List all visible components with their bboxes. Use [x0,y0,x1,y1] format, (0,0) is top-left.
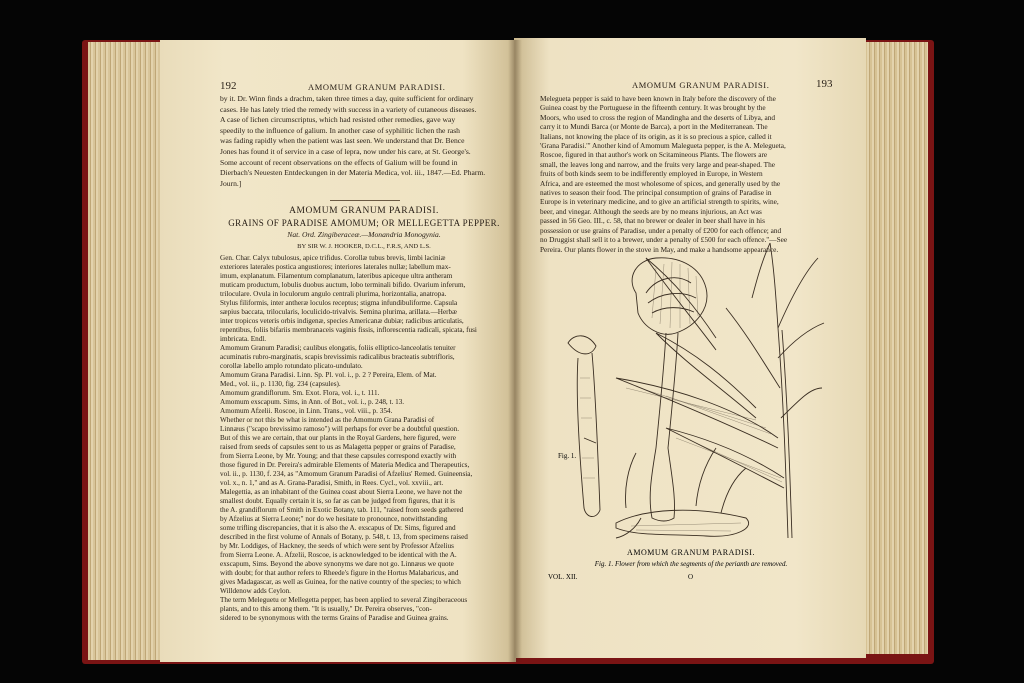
right-body-line: small, the leaves long and narrow, and the fruits very large and pear-shaped. The [540,159,775,169]
plate-caption: AMOMUM GRANUM PARADISI. [627,548,755,557]
left-intro-line: cases. He has lately tried the remedy with success in a variety of cutaneous diseases. [220,104,477,114]
left-body-line: corollæ labello amplo rotundato plicato-undulato. [220,362,363,370]
right-body-line: no Druggist shall sell it to a brewer, under a penalty of £500 for each offence."—See [540,235,788,245]
right-body-line: 'Grana Paradisi.'" Another kind of Amomum Malegueta pepper, is the A. Melegueta, [540,141,786,151]
right-page-edges [862,42,928,654]
left-page-number: 192 [220,80,237,92]
left-body-line: plants, and to this among them. "It is usually," Dr. Pereira observes, "con- [220,605,432,613]
left-body-line: Willdenow adds Ceylon. [220,587,291,595]
left-intro-line: Jones has found it of service in a case of lepra, now under his care, at St. George's. [220,146,471,156]
left-page [160,40,516,662]
left-intro-line: speedily to the influence of galium. In another case of syphilitic lichen the rash [220,125,460,135]
right-body-text [540,94,832,254]
left-body-line: muticam productum, lobulis duobus auctum, lobo terminali bifido. Ovarium inferum, [220,281,466,289]
left-body-line: vol. ii., p. 1130, f. 234, as "Amomum Granum Paradisi of Afzelius' Remed. Guineensia, [220,470,473,478]
right-body-line: Guinea coast by the Portuguese in the fifteenth century. It was brought by the [540,103,766,113]
right-body-line: Italians, not knowing the place of its origin, as it is so precious a spice, called it [540,131,772,141]
left-body-line: The term Meleguetu or Mellegetta pepper, has been applied to several Zingiberaceous [220,596,468,604]
left-body-line: exscapum, Sims. Beyond the above synonyms we dare not go. Linnæus we quote [220,560,454,568]
left-body-line: sidered to be synonymous with the terms Grains of Paradise and Guinea grains. [220,614,449,622]
left-body-line: described in the first volume of Annals of Botany, p. 548, t. 13, from specimens raised [220,533,468,541]
right-body-line: passed in 56 Geo. III., c. 58, that no brewer or dealer in beer shall have in his [540,216,765,226]
right-body-line: Pereira. Our plants flower in the stove in May, and make a handsome appearance. [540,244,779,254]
figure-label: Fig. 1. [558,452,577,460]
left-body-line: from Sierra Leone, by Mr. Young; and that these capsules correspond exactly with [220,452,457,460]
botanical-illustration [556,238,826,548]
left-body-text [220,254,510,623]
left-body-line: Amomum exscapum. Sims, in Ann. of Bot., vol. i., p. 248, t. 13. [220,398,405,406]
right-body-line: Europe is in veterinary medicine, and to give an artificial strength to spirits, wine, [540,197,779,207]
left-body-line: Amomum Afzelii. Roscoe, in Linn. Trans., vol. viii., p. 354. [220,407,393,415]
left-intro-line: A case of lichen circumscriptus, which had resisted other remedies, gave way [220,115,456,125]
right-body-line: Africa, and are esteemed the most wholesome of spices, and generally used by the [540,178,781,188]
left-intro-line: Journ.] [220,178,242,188]
footer-signature: O [688,573,694,581]
book-gutter [508,40,522,662]
left-body-line: triloculare. Ovula in loculorum angulo centrali plurima, horizontalia, anatropa. [220,290,447,298]
left-intro-line: was fading rapidly when the patient was last seen. We understand that Dr. Bence [220,136,465,146]
left-body-line: Med., vol. ii., p. 1130, fig. 234 (capsules). [220,380,341,388]
left-body-line: But of this we are certain, that our plants in the Royal Gardens, here figured, were [220,434,456,442]
left-body-line: raised from seeds of capsules sent to us as Malagetta pepper or grains of Paradise, [220,443,456,451]
right-body-line: carry it to Mundi Barca (or Monte de Barca), a port in the Mediterranean. The [540,122,768,132]
left-body-line: by Mr. Loddiges, of Hackney, the seeds of which were sent by Professor Afzelius [220,542,454,550]
left-body-line: Stylus filiformis, inter antheræ loculos receptus; stigma infundibuliforme. Capsula [220,299,458,307]
right-body-line: natives to season their food. The principal consumption of grains of Paradise in [540,188,772,198]
left-intro-line: by it. Dr. Winn finds a drachm, taken three times a day, quite sufficient for ordinary [220,94,474,103]
left-body-line: Whether or not this be what is intended as the Amomum Grana Paradisi of [220,416,435,424]
right-running-head: AMOMUM GRANUM PARADISI. [632,80,770,90]
footer-volume: VOL. XII. [548,573,578,581]
right-body-line: Melegueta pepper is said to have been known in Italy before the discovery of the [540,94,776,103]
left-page-edges [88,42,168,660]
figure-caption: Fig. 1. Flower from which the segments of the perianth are removed. [594,560,788,568]
byline: BY SIR W. J. HOOKER, D.C.L., F.R.S, AND L.S. [297,243,431,250]
left-body-line: acuminatis rubro-marginatis, scapis brevissimis radicalibus bracteatis subtrifloris, [220,353,455,361]
left-body-line: some trifling discrepancies, that it is also the A. exscapus of Dr. Sims, figured and [220,524,456,532]
article-title: AMOMUM GRANUM PARADISI. [289,206,439,216]
left-body-line: sæpius baccata, trilocularis, loculicido-trivalvis. Semina plurima, arillata.—Herbæ [220,308,457,316]
left-body-line: Linnæus ("scapo brevissimo ramoso") will perhaps for ever be a doubtful question. [220,425,460,433]
natural-order: Nat. Ord. Zingiberaceæ.—Monandria Monogynia. [287,230,441,239]
left-body-line: the A. grandiflorum of Smith in Exotic Botany, tab. 111, "raised from seeds gathered [220,506,464,514]
left-body-line: Amomum Grana Paradisi. Linn. Sp. Pl. vol. i., p. 2 ? Pereira, Elem. of Mat. [220,371,437,379]
right-body-line: possession or use grains of Paradise, under a penalty of £200 for each offence; and [540,225,782,235]
article-subtitle: GRAINS OF PARADISE AMOMUM; OR MELLEGETTA PEPPER. [228,218,500,228]
right-body-line: Roscoe, figured in that author's work on Scitamineous Plants. The flowers are [540,150,768,160]
left-intro-line: Some account of recent observations on the effects of Galium will be found in [220,157,458,167]
left-body-line: vol. x., n. 1," and as A. Grana-Paradisi, Smith, in Rees. Cycl., vol. xxviii., art. [220,479,444,487]
right-page-number: 193 [816,78,833,90]
left-body-line: exteriores laterales postica angustiores; interiores laterales nullæ; labellum max- [220,263,451,271]
left-body-line: by Afzelius at Sierra Leone;" nor do we hesitate to pronounce, notwithstanding [220,515,448,523]
left-body-line: Malegettia, as an inhabitant of the Guinea coast about Sierra Leone, we have not the [220,488,463,496]
right-body-line: fruits of both kinds seem to be indifferently employed in Europe, in Western [540,169,763,179]
left-intro-line: Dierbach's Neuesten Entdeckungen in der Materia Medica, vol. iii., 1847.—Ed. Pharm. [220,168,486,178]
left-body-line: gives Madagascar, as well as Guinea, for the native country of the species; to which [220,578,461,586]
left-body-line: Amomum grandiflorum. Sm. Exot. Flora, vol. i., t. 111. [220,389,380,397]
right-body-line: beer, and vinegar. Although the seeds are by no means injurious, an Act was [540,206,762,216]
left-body-line: smallest doubt. Equally certain it is, so far as can be judged from figures, that it is [220,497,455,505]
right-body-line: Moors, who used to cross the region of Mandingha and the deserts of Libya, and [540,112,776,122]
left-body-line: from Sierra Leone. A. Afzelii, Roscoe, is acknowledged to be identical with the A. [220,551,457,559]
left-body-line: imum, explanatum. Filamentum complanatum, lateribus apiceque ultra antheram [220,272,453,280]
section-divider [330,200,400,201]
left-running-head: AMOMUM GRANUM PARADISI. [308,82,446,92]
left-body-line: repentibus, foliis bifariis membranaceis vaginis fissis, inflorescentia radicali, spicata, fusi [220,326,477,334]
left-body-line: Amomum Granum Paradisi; caulibus elongatis, foliis elliptico-lanceolatis tenuiter [220,344,456,352]
left-body-line: Gen. Char. Calyx tubulosus, apice trifidus. Corollæ tubus brevis, limbi laciniæ [220,254,446,262]
left-body-line: imbricata. Endl. [220,335,267,343]
left-body-line: those figured in Dr. Pereira's admirable Elements of Materia Medica and Therapeutics, [220,461,470,469]
left-body-line: with doubt; for that author refers to Rheede's figure in the Hortus Malabaricus, and [220,569,459,577]
left-intro-text [220,94,508,189]
left-body-line: inter tropicos veteris orbis indigenæ, species Americanæ dubiæ; radicibus articulatis, [220,317,464,325]
